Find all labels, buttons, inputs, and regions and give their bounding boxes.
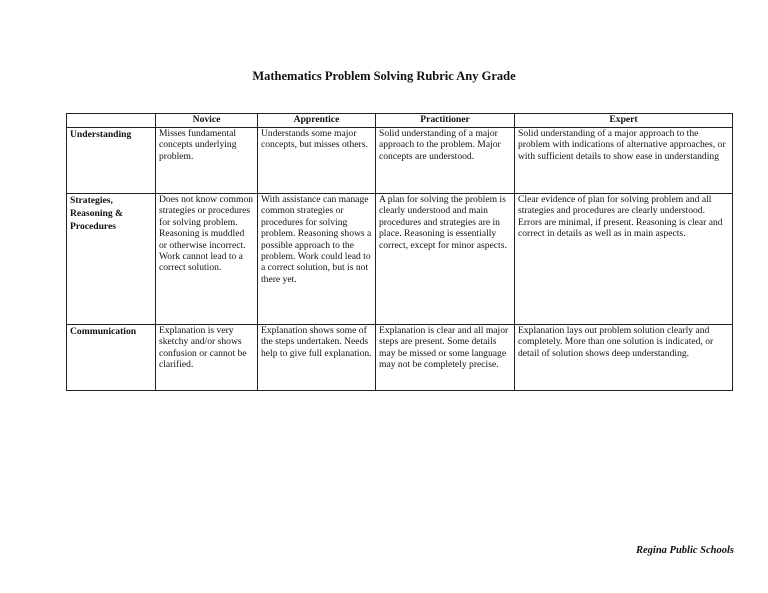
row-label: Strategies, Reasoning & Procedures	[67, 194, 156, 325]
header-practitioner: Practitioner	[376, 114, 515, 128]
cell-expert: Solid understanding of a major approach to the problem with indications of alternative approaches, or with sufficient details to show ease in understanding	[515, 128, 733, 194]
cell-practitioner: A plan for solving the problem is clearly understood and main procedures and strategies are in place. Reasoning is essentially correct, except for minor aspects.	[376, 194, 515, 325]
header-apprentice: Apprentice	[258, 114, 376, 128]
cell-expert: Clear evidence of plan for solving problem and all strategies and procedures are clearly understood. Errors are minimal, if present. Reasoning is clear and correct in details as well as in main aspects.	[515, 194, 733, 325]
footer-publisher: Regina Public Schools	[635, 545, 734, 556]
cell-novice: Misses fundamental concepts underlying problem.	[156, 128, 258, 194]
cell-apprentice: With assistance can manage common strategies or procedures for solving problem. Reasoning shows a possible approach to the problem. Work could lead to a correct solution, but is not there yet.	[258, 194, 376, 325]
document-title: Mathematics Problem Solving Rubric Any Grade	[252, 69, 516, 83]
row-strategies	[67, 194, 733, 325]
row-understanding	[67, 128, 733, 194]
header-row	[67, 114, 733, 128]
cell-apprentice: Explanation shows some of the steps undertaken. Needs help to give full explanation.	[258, 325, 376, 391]
header-corner	[67, 114, 156, 128]
cell-practitioner: Explanation is clear and all major steps are present. Some details may be missed or some language may not be completely precise.	[376, 325, 515, 391]
row-label: Understanding	[67, 128, 156, 194]
row-communication	[67, 325, 733, 391]
cell-expert: Explanation lays out problem solution clearly and completely. More than one solution is indicated, or detail of solution shows deep understanding.	[515, 325, 733, 391]
cell-novice: Does not know common strategies or procedures for solving problem. Reasoning is muddled or otherwise incorrect. Work cannot lead to a correct solution.	[156, 194, 258, 325]
cell-novice: Explanation is very sketchy and/or shows confusion or cannot be clarified.	[156, 325, 258, 391]
rubric-table	[66, 113, 733, 391]
row-label: Communication	[67, 325, 156, 391]
header-expert: Expert	[515, 114, 733, 128]
header-novice: Novice	[156, 114, 258, 128]
cell-apprentice: Understands some major concepts, but misses others.	[258, 128, 376, 194]
cell-practitioner: Solid understanding of a major approach to the problem. Major concepts are understood.	[376, 128, 515, 194]
